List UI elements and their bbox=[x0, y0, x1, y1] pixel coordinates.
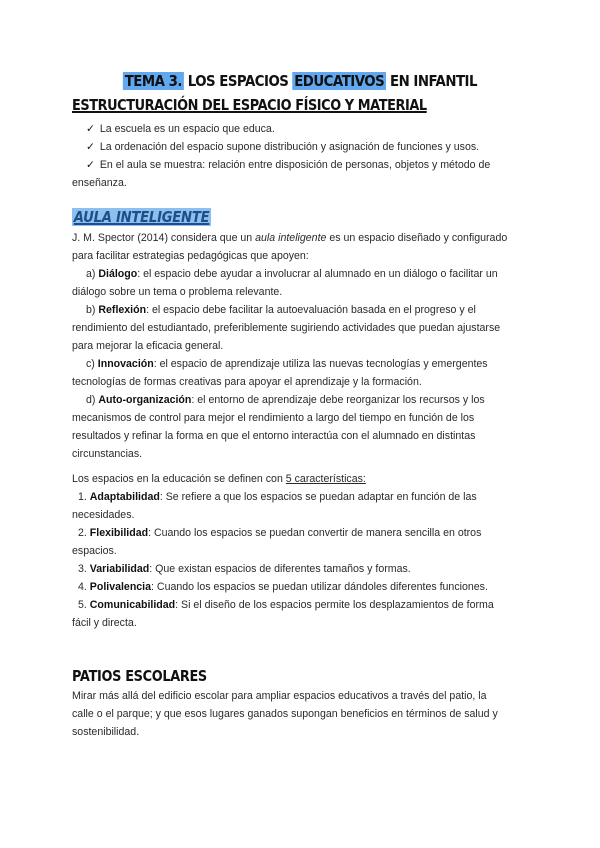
list-item: d) Auto-organización: el entorno de aprendizaje debe reorganizar los recursos y los bbox=[86, 394, 485, 406]
estructuracion-list bbox=[72, 120, 542, 192]
patios-body bbox=[72, 687, 542, 741]
list-item: ✓ La escuela es un espacio que educa. bbox=[86, 123, 275, 135]
page-title bbox=[42, 72, 558, 90]
list-item-continuation: rendimiento del estudiantado, preferiblemente sugiriendo actividades que puedan ajustarse bbox=[72, 322, 501, 334]
paragraph-line: J. M. Spector (2014) considera que un aula inteligente es un espacio diseñado y configurado bbox=[72, 232, 508, 244]
list-item: b) Reflexión: el espacio debe facilitar la autoevaluación basada en el progreso y el bbox=[86, 304, 476, 316]
caracteristicas-link: 5 características: bbox=[285, 473, 366, 485]
list-item: ✓ En el aula se muestra: relación entre disposición de personas, objetos y método de bbox=[86, 159, 491, 171]
section-heading-aula-inteligente: AULA INTELIGENTE bbox=[73, 208, 210, 226]
title-pre: LOS ESPACIOS bbox=[187, 72, 289, 90]
list-item: 2. Flexibilidad: Cuando los espacios se puedan convertir de manera sencilla en otros bbox=[78, 527, 482, 539]
aula-body bbox=[72, 229, 542, 463]
list-item: a) Diálogo: el espacio debe ayudar a involucrar al alumnado en un diálogo o facilitar un bbox=[86, 268, 498, 280]
paragraph-line: Los espacios en la educación se definen con 5 características: bbox=[72, 473, 366, 485]
paragraph-line: Mirar más allá del edificio escolar para ampliar espacios educativos a través del patio, la bbox=[72, 690, 487, 702]
list-item: 5. Comunicabilidad: Si el diseño de los espacios permite los desplazamientos de forma bbox=[78, 599, 494, 611]
paragraph-line: calle o el parque; y que esos lugares ganados supongan beneficios en términos de salud y bbox=[72, 708, 498, 720]
list-item: 3. Variabilidad: Que existan espacios de diferentes tamaños y formas. bbox=[78, 563, 411, 575]
section-heading-patios: PATIOS ESCOLARES bbox=[72, 667, 207, 685]
check-icon: ✓ bbox=[86, 159, 95, 171]
list-item-continuation: mecanismos de control para mejor el rendimiento a largo del tiempo en función de los bbox=[72, 412, 475, 424]
list-item-continuation: diálogo sobre un tema o problema relevante. bbox=[72, 286, 283, 298]
section-heading-estructuracion: ESTRUCTURACIÓN DEL ESPACIO FÍSICO Y MATERIAL bbox=[72, 96, 427, 114]
list-item: ✓ La ordenación del espacio supone distribución y asignación de funciones y usos. bbox=[86, 141, 480, 153]
list-item-continuation: resultados y refinar la forma en que el entorno interactúa con el alumnado en distintas bbox=[72, 430, 476, 442]
list-item-continuation: necesidades. bbox=[72, 509, 135, 521]
list-item: 1. Adaptabilidad: Se refiere a que los espacios se puedan adaptar en función de las bbox=[78, 491, 477, 503]
list-item-continuation: enseñanza. bbox=[72, 177, 127, 189]
check-icon: ✓ bbox=[86, 141, 95, 153]
list-item-continuation: fácil y directa. bbox=[72, 617, 137, 629]
caracteristicas-body bbox=[72, 470, 542, 632]
list-item: c) Innovación: el espacio de aprendizaje utiliza las nuevas tecnologías y emergentes bbox=[86, 358, 488, 370]
paragraph-line: para facilitar estrategias pedagógicas que apoyen: bbox=[72, 250, 309, 262]
title-post: EN INFANTIL bbox=[390, 72, 477, 90]
list-item-continuation: para mejorar la eficacia general. bbox=[72, 340, 224, 352]
list-item: 4. Polivalencia: Cuando los espacios se puedan utilizar dándoles diferentes funciones. bbox=[78, 581, 488, 593]
paragraph-line: sostenibilidad. bbox=[72, 726, 140, 738]
list-item-continuation: espacios. bbox=[72, 545, 117, 557]
title-tema-highlight: TEMA 3. bbox=[124, 72, 182, 90]
list-item-continuation: tecnologías de formas creativas para apoyar el aprendizaje y la formación. bbox=[72, 376, 422, 388]
check-icon: ✓ bbox=[86, 123, 95, 135]
title-educativos-highlight: EDUCATIVOS bbox=[294, 72, 385, 90]
list-item-continuation: circunstancias. bbox=[72, 448, 143, 460]
